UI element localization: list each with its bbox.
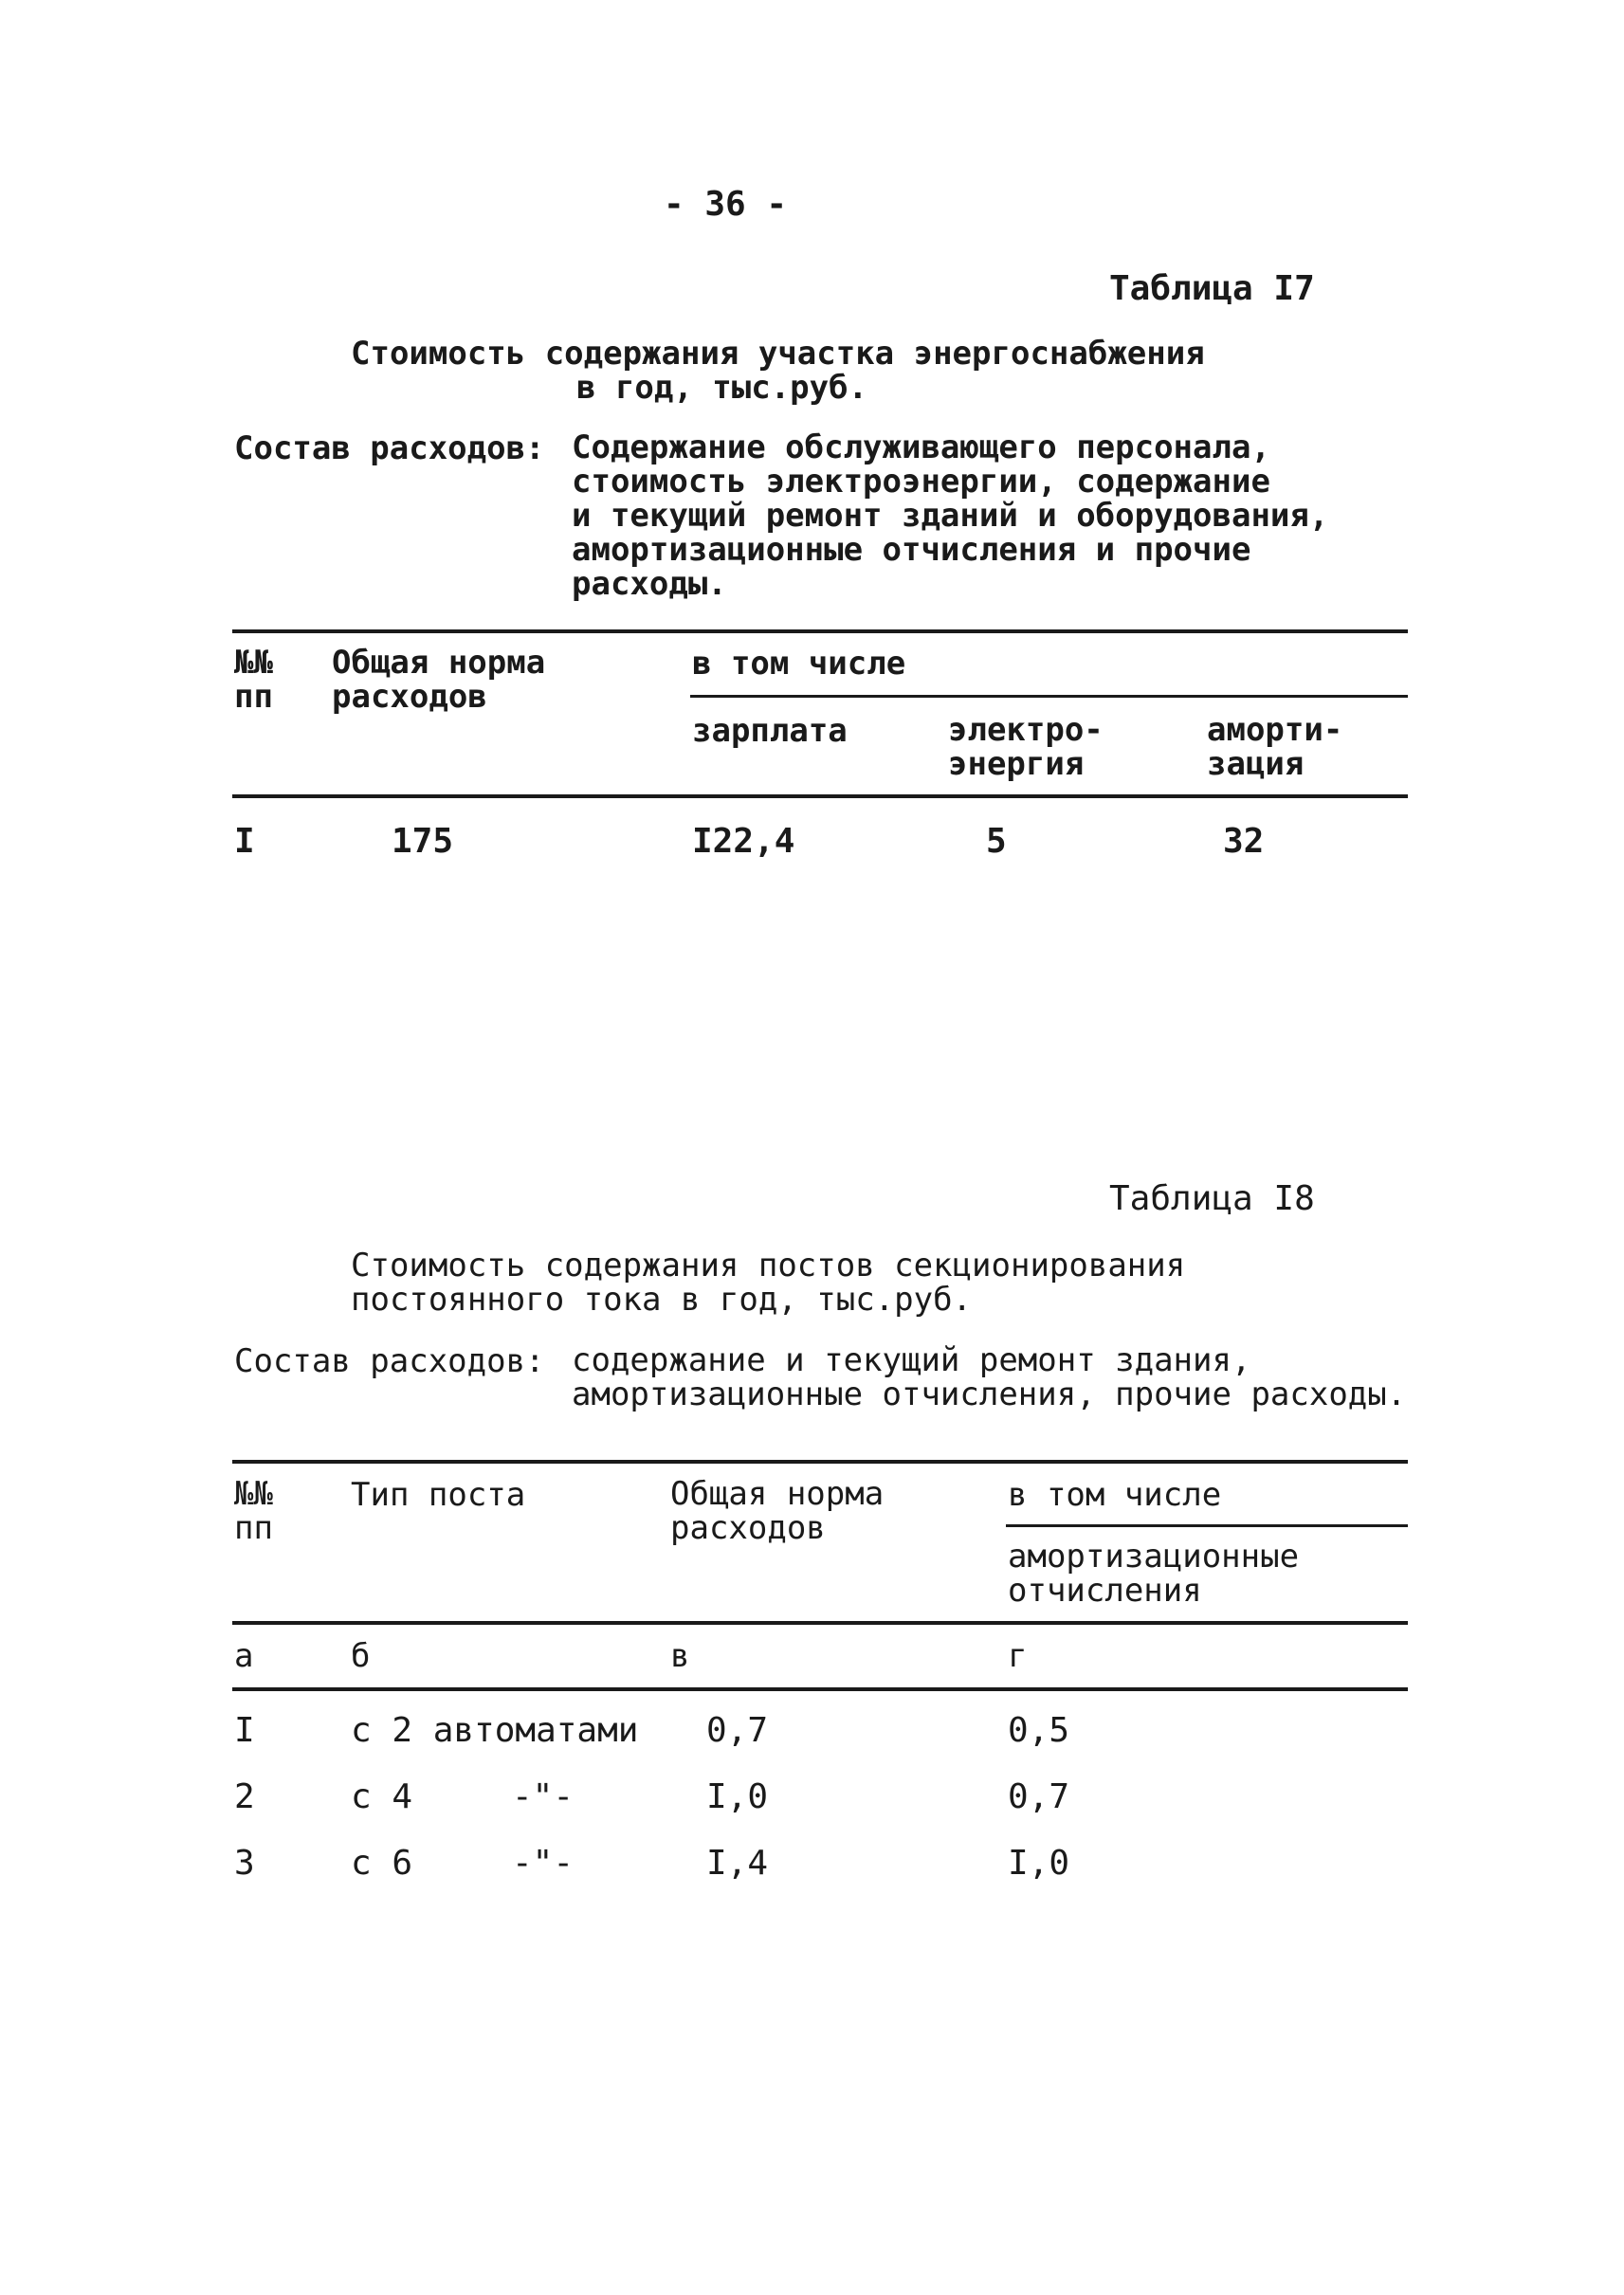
table18-title-line2: постоянного тока в год, тыс.руб. — [351, 1281, 973, 1319]
table18-composition-text — [572, 1343, 1406, 1412]
composition-line: и текущий ремонт зданий и оборудования, — [572, 497, 1329, 535]
table18-letter-rule — [232, 1687, 1408, 1691]
table18-title-line1: Стоимость содержания постов секционирования — [351, 1247, 1186, 1284]
row-amort: 0,5 — [1008, 1711, 1070, 1750]
table17-title-line1: Стоимость содержания участка энергоснабжения — [351, 335, 1205, 373]
row-type: с 4 — [351, 1777, 413, 1816]
table17-subheader-rule — [690, 695, 1408, 698]
table18-header-num — [234, 1477, 273, 1545]
table17-header-num — [234, 646, 273, 714]
letter-cell: в — [670, 1637, 690, 1675]
row-total: I,4 — [706, 1844, 769, 1883]
header-amort-line: амортизационные — [1008, 1538, 1300, 1576]
table17-top-rule — [232, 629, 1408, 633]
table18-top-rule — [232, 1460, 1408, 1464]
table18-header-total — [670, 1477, 884, 1545]
composition-line: Содержание обслуживающего персонала, — [572, 428, 1270, 466]
row-num: 3 — [234, 1844, 255, 1883]
row-amort: 0,7 — [1008, 1777, 1070, 1816]
row-type: с 6 — [351, 1844, 413, 1883]
header-total-line: Общая норма — [670, 1475, 885, 1513]
table18-header-rule — [232, 1621, 1408, 1625]
row-ditto: -"- — [512, 1844, 575, 1883]
header-total-line: расходов — [332, 678, 487, 716]
header-num-line: пп — [234, 678, 273, 716]
header-num-line: №№ — [234, 1475, 273, 1513]
table17-header-total — [332, 646, 545, 714]
row-total: 175 — [392, 822, 454, 861]
header-num-line: пп — [234, 1509, 273, 1547]
header-total-line: расходов — [670, 1509, 826, 1547]
row-ditto: -"- — [512, 1777, 575, 1816]
table18-label: Таблица I8 — [1109, 1179, 1315, 1218]
row-salary: I22,4 — [692, 822, 795, 861]
header-energy-line: электро- — [948, 711, 1104, 749]
table17-title-line2: в год, тыс.руб. — [576, 369, 868, 407]
table18-subheader-rule — [1006, 1524, 1408, 1527]
header-amort-line: аморти- — [1207, 711, 1343, 749]
table17-header-salary: зарплата — [692, 712, 848, 750]
composition-line: амортизационные отчисления и прочие — [572, 531, 1251, 569]
table17-header-rule — [232, 794, 1408, 798]
table17-label: Таблица I7 — [1109, 269, 1315, 308]
table18-header-type: Тип поста — [351, 1476, 526, 1514]
header-amort-line: зация — [1207, 745, 1305, 783]
header-total-line: Общая норма — [332, 644, 546, 682]
row-num: I — [234, 1711, 255, 1750]
row-energy: 5 — [986, 822, 1007, 861]
row-amort: I,0 — [1008, 1844, 1070, 1883]
row-num: I — [234, 822, 255, 861]
letter-cell: а — [234, 1637, 254, 1675]
row-num: 2 — [234, 1777, 255, 1816]
page-number: - 36 - — [664, 185, 788, 224]
row-amort: 32 — [1223, 822, 1265, 861]
table18-header-incl: в том числе — [1008, 1476, 1222, 1514]
letter-cell: г — [1008, 1637, 1028, 1675]
header-amort-line: отчисления — [1008, 1572, 1202, 1610]
header-energy-line: энергия — [948, 745, 1085, 783]
composition-line: стоимость электроэнергии, содержание — [572, 463, 1270, 501]
row-total: 0,7 — [706, 1711, 769, 1750]
table17-header-amort — [1207, 713, 1342, 781]
header-num-line: №№ — [234, 644, 273, 682]
table17-header-incl: в том числе — [692, 645, 906, 683]
table17-composition-label: Состав расходов: — [234, 429, 545, 467]
letter-cell: б — [351, 1637, 371, 1675]
table17-header-energy — [948, 713, 1104, 781]
row-type: с 2 автоматами — [351, 1711, 639, 1750]
composition-line: расходы. — [572, 565, 727, 603]
table18-header-amort — [1008, 1539, 1299, 1608]
composition-line: содержание и текущий ремонт здания, — [572, 1341, 1251, 1379]
table17-composition-text — [572, 430, 1328, 601]
table18-composition-label: Состав расходов: — [234, 1342, 545, 1380]
composition-line: амортизационные отчисления, прочие расходы. — [572, 1375, 1407, 1413]
row-total: I,0 — [706, 1777, 769, 1816]
